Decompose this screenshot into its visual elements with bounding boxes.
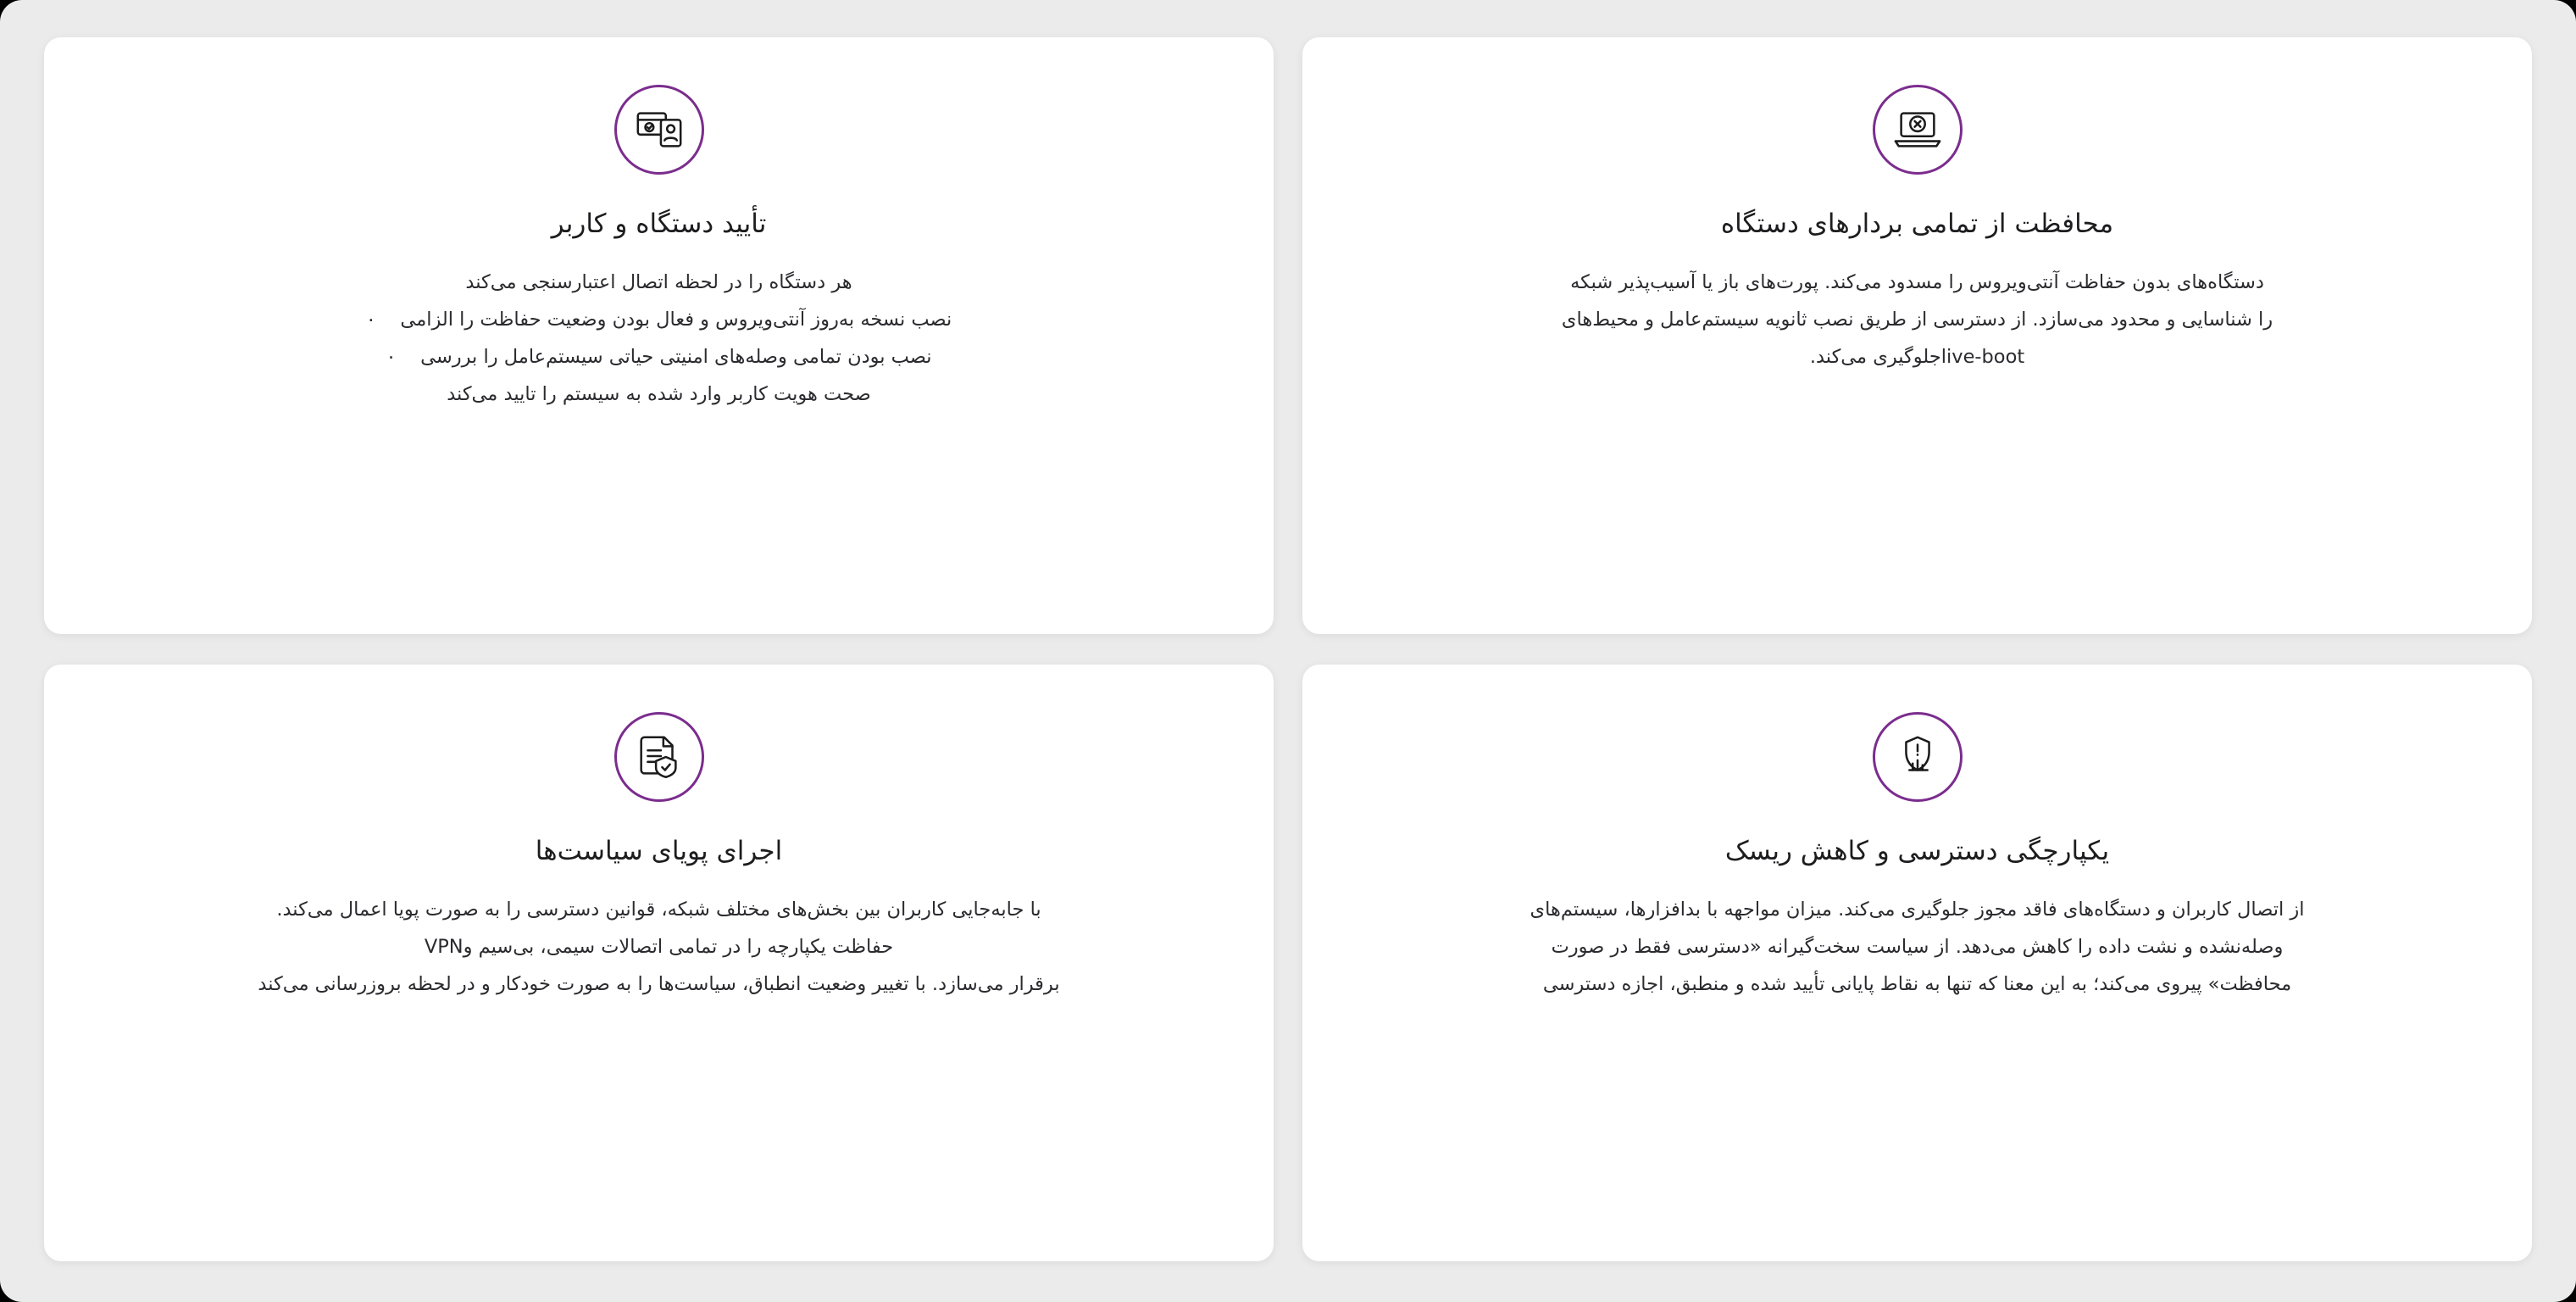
document-shield-icon — [614, 712, 704, 802]
laptop-warning-icon — [1873, 85, 1963, 175]
card-body-line: نصب بودن تمامی وصله‌های امنیتی حیاتی سیستم‌عامل را بررسی ٠ — [386, 346, 932, 369]
card-title: تأیید دستگاه و کاربر — [551, 209, 767, 239]
feature-card — [1302, 665, 2532, 1261]
card-title: اجرای پویای سیاست‌ها — [535, 836, 783, 866]
card-body — [1562, 264, 2273, 376]
chart-warning-icon — [1873, 712, 1963, 802]
card-body-line: صحت هویت کاربر وارد شده به سیستم را تایید می‌کند — [447, 382, 871, 405]
card-body-line: با جابه‌جایی کاربران بین بخش‌های مختلف شبکه، قوانین دسترسی را به صورت پویا اعمال می‌کند. — [276, 899, 1041, 921]
card-body-line: را شناسایی و محدود می‌سازد. از دسترسی از طریق نصب ثانویه سیستم‌عامل و محیط‌های — [1561, 309, 2273, 331]
card-body-line: حفاظت یکپارچه را در تمامی اتصالات سیمی، بی‌سیم وVPN — [424, 936, 894, 959]
card-body-line: نصب نسخه به‌روز آنتی‌ویروس و فعال بودن وضعیت حفاظت را الزامی ٠ — [365, 309, 952, 331]
feature-card — [44, 37, 1274, 634]
card-body-line: هر دستگاه را در لحظه اتصال اعتبارسنجی می‌کند — [465, 271, 852, 294]
card-body — [366, 264, 952, 414]
card-title: محافظت از تمامی بردارهای دستگاه — [1720, 209, 2114, 239]
feature-card — [1302, 37, 2532, 634]
card-title: یکپارچگی دسترسی و کاهش ریسک — [1724, 836, 2110, 866]
card-body-line: دستگاه‌های بدون حفاظت آنتی‌ویروس را مسدود می‌کند. پورت‌های باز یا آسیب‌پذیر شبکه — [1570, 271, 2264, 294]
card-body-line: از اتصال کاربران و دستگاه‌های فاقد مجوز جلوگیری می‌کند. میزان مواجهه با بدافزارها، سیستم‌های — [1530, 899, 2305, 921]
card-body-line: محافظت» پیروی می‌کند؛ به این معنا که تنها به نقاط پایانی تأیید شده و منطبق، اجازه دسترسی — [1542, 973, 2292, 996]
feature-card — [44, 665, 1274, 1261]
card-body-line: وصله‌نشده و نشت داده را کاهش می‌دهد. از سیاست سخت‌گیرانه «دسترسی فقط در صورت — [1551, 936, 2284, 959]
id-card-check-icon — [614, 85, 704, 175]
feature-card-grid — [44, 37, 2532, 1261]
card-body — [1530, 892, 2305, 1004]
card-body — [258, 892, 1059, 1004]
card-body-line: live-bootجلوگیری می‌کند. — [1809, 346, 2025, 369]
card-body-line: برقرار می‌سازد. با تغییر وضعیت انطباق، سیاست‌ها را به صورت خودکار و در لحظه بروزرسانی می‌کند — [258, 973, 1060, 996]
